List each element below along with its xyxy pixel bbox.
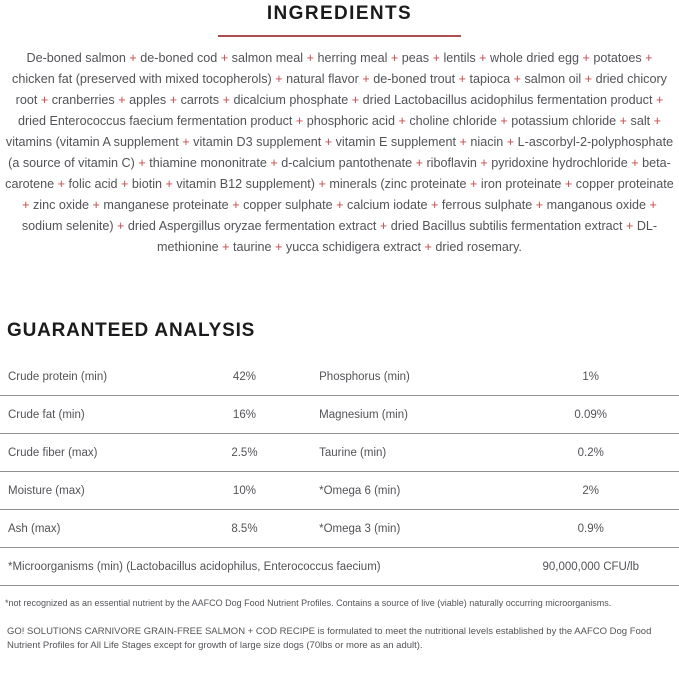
analysis-label-right: Magnesium (min) <box>319 408 408 421</box>
plus-separator: + <box>650 114 662 128</box>
plus-separator: + <box>394 114 410 128</box>
plus-separator: + <box>616 114 631 128</box>
plus-separator: + <box>125 51 141 65</box>
plus-separator: + <box>348 93 363 107</box>
analysis-row <box>0 396 679 434</box>
microorganisms-row <box>0 548 679 586</box>
plus-separator: + <box>641 51 653 65</box>
analysis-rows <box>0 358 679 548</box>
red-divider-rule <box>218 35 461 37</box>
formulation-disclaimer: GO! SOLUTIONS CARNIVORE GRAIN-FREE SALMON + COD RECIPE is formulated to meet the nutritional levels established by the AAFCO Dog Food Nutrient Profiles for All Life Stages except for growth of large size dogs (70lbs or more as an adult). <box>7 626 652 651</box>
plus-separator: + <box>303 51 318 65</box>
plus-separator: + <box>561 177 576 191</box>
plus-separator: + <box>456 135 471 149</box>
ingredients-text: De-boned salmon + de-boned cod + salmon meal + herring meal + peas + lentils + whole dried egg + potatoes + chicken fat (preserved with mixed tocopherols) + natural flavor + de-boned trout + tapioca + salmon oil + dried chicory root + cranberries + apples + carrots + dicalcium phosphate + dried Lactobacillus acidophilus fermentation product + dried Enterococcus faecium fermentation product + phosphoric acid + choline chloride + potassium chloride + salt + vitamins (vitamin A supplement + vitamin D3 supplement + vitamin E supplement + niacin + L-ascorbyl-2-polyphosphate (a source of vitamin C) + thiamine mononitrate + d-calcium pantothenate + riboflavin + pyridoxine hydrochloride + beta-carotene + folic acid + biotin + vitamin B12 supplement) + minerals (zinc proteinate + iron proteinate + copper proteinate + zinc oxide + manganese proteinate + copper sulphate + calcium iodate + ferrous sulphate + manganous oxide + sodium selenite) + dried Aspergillus oryzae fermentation extract + dried Bacillus subtilis fermentation extract + DL-methionine + taurine + yucca schidigera extract + dried rosemary. <box>5 51 674 254</box>
plus-separator: + <box>217 51 232 65</box>
plus-separator: + <box>581 72 596 86</box>
plus-separator: + <box>476 156 492 170</box>
analysis-value-right: 0.09% <box>574 408 608 421</box>
plus-separator: + <box>421 240 436 254</box>
analysis-row <box>0 358 679 396</box>
plus-separator: + <box>114 93 130 107</box>
plus-separator: + <box>228 198 244 212</box>
analysis-value-right: 1% <box>582 370 600 383</box>
plus-separator: + <box>496 114 512 128</box>
plus-separator: + <box>622 219 637 233</box>
analysis-label-right: *Omega 6 (min) <box>319 484 401 497</box>
plus-separator: + <box>429 51 444 65</box>
plus-separator: + <box>54 177 69 191</box>
analysis-value-left: 10% <box>232 484 256 497</box>
analysis-value-left: 42% <box>232 370 256 383</box>
plus-separator: + <box>376 219 391 233</box>
plus-separator: + <box>166 93 181 107</box>
analysis-label-left: Moisture (max) <box>8 484 85 497</box>
ingredients-section-title: INGREDIENTS <box>266 3 413 24</box>
plus-separator: + <box>218 240 234 254</box>
plus-separator: + <box>117 177 132 191</box>
plus-separator: + <box>627 156 643 170</box>
plus-separator: + <box>427 198 442 212</box>
plus-separator: + <box>510 72 525 86</box>
plus-separator: + <box>532 198 547 212</box>
analysis-label-left: Crude protein (min) <box>8 370 108 383</box>
plus-separator: + <box>503 135 518 149</box>
plus-separator: + <box>332 198 348 212</box>
plus-separator: + <box>412 156 427 170</box>
analysis-row <box>0 510 679 548</box>
plus-separator: + <box>358 72 374 86</box>
plus-separator: + <box>37 93 52 107</box>
analysis-label-right: *Omega 3 (min) <box>319 522 401 535</box>
plus-separator: + <box>89 198 104 212</box>
analysis-value-left: 2.5% <box>231 446 258 459</box>
plus-separator: + <box>113 219 128 233</box>
plus-separator: + <box>466 177 481 191</box>
plus-separator: + <box>314 177 330 191</box>
plus-separator: + <box>292 114 307 128</box>
plus-separator: + <box>652 93 664 107</box>
plus-separator: + <box>134 156 150 170</box>
plus-separator: + <box>321 135 336 149</box>
guaranteed-analysis-title: GUARANTEED ANALYSIS <box>7 320 256 341</box>
plus-separator: + <box>162 177 177 191</box>
analysis-label-right: Taurine (min) <box>319 446 387 459</box>
analysis-value-left: 8.5% <box>231 522 258 535</box>
analysis-row <box>0 472 679 510</box>
plus-separator: + <box>178 135 194 149</box>
plus-separator: + <box>271 240 286 254</box>
microorganisms-label: *Microorganisms (min) (Lactobacillus acidophilus, Enterococcus faecium) <box>8 560 381 573</box>
analysis-value-left: 16% <box>232 408 256 421</box>
plus-separator: + <box>578 51 594 65</box>
analysis-label-left: Crude fat (min) <box>8 408 85 421</box>
aafco-footnote: *not recognized as an essential nutrient by the AAFCO Dog Food Nutrient Profiles. Contains a source of live (viable) naturally occurring microorganisms. <box>5 598 612 608</box>
plus-separator: + <box>22 198 33 212</box>
analysis-row <box>0 434 679 472</box>
analysis-label-right: Phosphorus (min) <box>319 370 410 383</box>
analysis-table <box>0 358 679 586</box>
analysis-label-left: Ash (max) <box>8 522 61 535</box>
plus-separator: + <box>266 156 282 170</box>
analysis-value-right: 2% <box>582 484 600 497</box>
plus-separator: + <box>219 93 234 107</box>
plus-separator: + <box>646 198 657 212</box>
microorganisms-value: 90,000,000 CFU/lb <box>542 560 639 573</box>
plus-separator: + <box>387 51 402 65</box>
analysis-value-right: 0.2% <box>577 446 604 459</box>
plus-separator: + <box>455 72 470 86</box>
plus-separator: + <box>475 51 491 65</box>
plus-separator: + <box>271 72 287 86</box>
analysis-value-right: 0.9% <box>577 522 604 535</box>
analysis-label-left: Crude fiber (max) <box>8 446 98 459</box>
